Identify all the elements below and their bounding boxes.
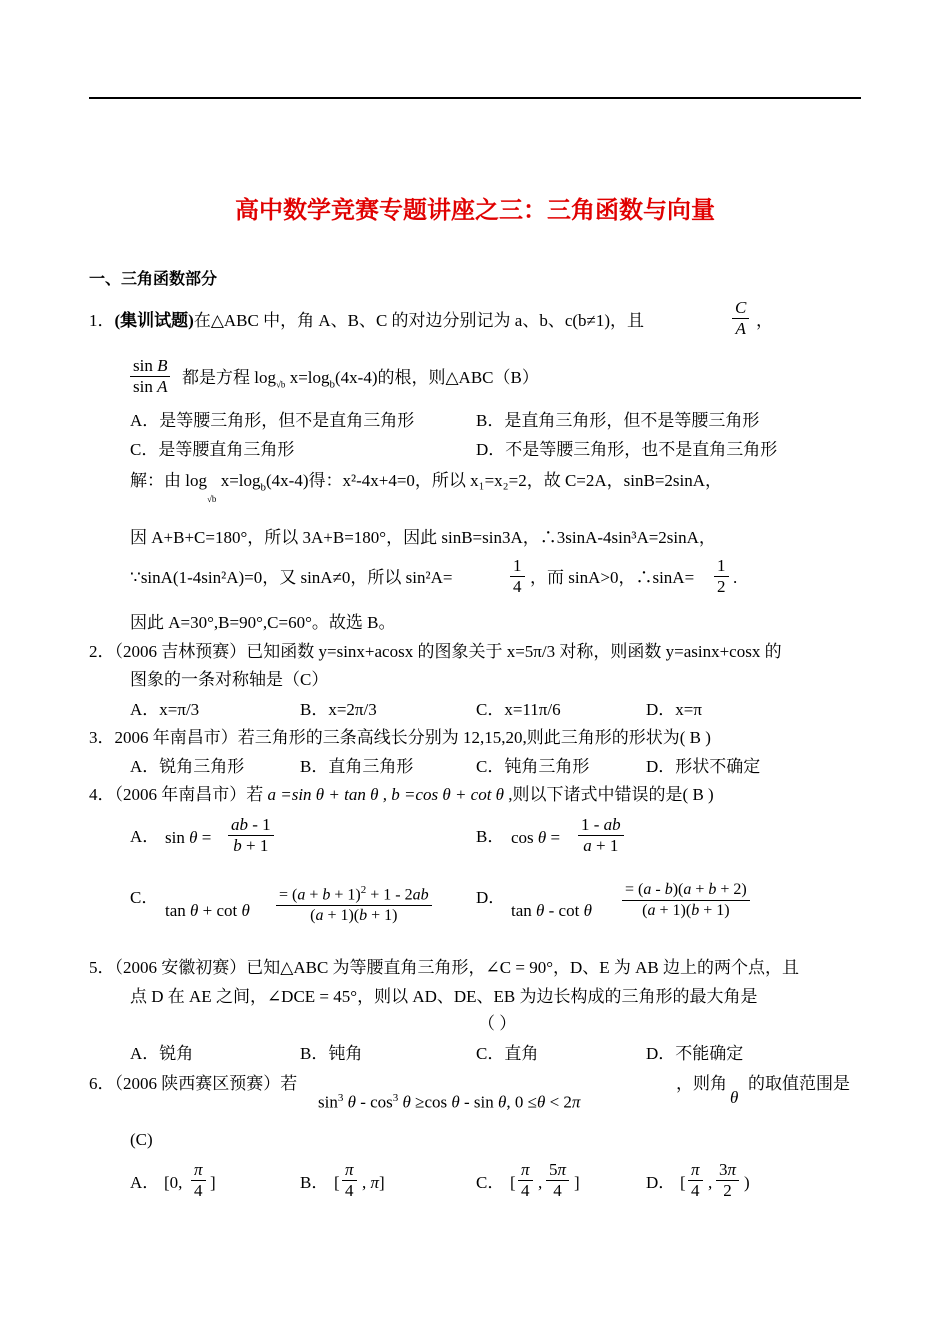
q6-option-c: C．: [476, 1173, 505, 1192]
q3-option-a: A．锐角三角形: [130, 757, 245, 776]
q1-solution-line1: 解：由 $\log_{√b} x=\log_b(4x-4)$得：x²-4x+4=0，所以 x₁=x₂=2，故 C=2A，sinB=2sinA，: [130, 471, 723, 505]
q6-frac-a: $\frac{\pi}{4}$: [191, 1160, 206, 1201]
q6-option-d: D．: [646, 1173, 676, 1192]
q1-frac-sinb-sina: $\frac{\text{sin B}}{\text{sin A}}$: [130, 356, 170, 397]
q4-option-c: C．: [130, 888, 159, 907]
q6-line1: 6．（2006 陕西赛区预赛）若: [89, 1074, 298, 1093]
q1-number: 1．: [89, 311, 115, 330]
q2-option-d: D．x=π: [646, 700, 702, 719]
q6-frac-d1: $\frac{\pi}{4}$: [688, 1160, 703, 1201]
q1-frac-one-quarter: $\frac{1}{4}$: [510, 556, 525, 597]
q3-option-d: D．形状不确定: [646, 757, 761, 776]
q1-frac-one-half: $\frac{1}{2}$: [714, 556, 729, 597]
section-heading: 一、三角函数部分: [89, 269, 218, 288]
q1-option-b: B．是直角三角形，但不是等腰三角形: [476, 411, 760, 430]
q6-frac-b: $\frac{\pi}{4}$: [342, 1160, 357, 1201]
q4-frac-a: $\frac{ab - 1}{b + 1}$: [228, 815, 274, 856]
q4-frac-b: $\frac{1 - ab}{a + 1}$: [578, 815, 624, 856]
q5-line1: 5．（2006 安徽初赛）已知△ABC 为等腰直角三角形，∠C = 90°，D、E 为 AB 边上的两个点，且: [89, 958, 800, 977]
q5-option-a: A．锐角: [130, 1044, 194, 1063]
q3-option-b: B．直角三角形: [300, 757, 414, 776]
q2-line1: 2．（2006 吉林预赛）已知函数 y=sinx+acosx 的图象关于 x=5π/3 对称，则函数 y=asinx+cosx 的: [89, 642, 782, 661]
q5-option-d: D．不能确定: [646, 1044, 744, 1063]
q4-option-a: A．: [130, 827, 160, 846]
q6-frac-c1: $\frac{\pi}{4}$: [518, 1160, 533, 1201]
q1-option-a: A．是等腰三角形，但不是直角三角形: [130, 411, 415, 430]
q5-option-b: B．钝角: [300, 1044, 363, 1063]
q5-answer-paren: （ ）: [478, 1014, 517, 1033]
q6-answer: (C): [130, 1130, 153, 1149]
q1-solution-line4: 因此 A=30°,B=90°,C=60°。故选 B。: [130, 613, 396, 632]
q4-option-d: D．: [476, 888, 506, 907]
page-title: 高中数学竞赛专题讲座之三：三角函数与向量: [235, 196, 715, 224]
q6-frac-c2: $\frac{5\pi}{4}$: [546, 1160, 569, 1201]
q4-line1: 4．（2006 年南昌市）若 a =sin θ + tan θ , b =cos θ + cot θ ,则以下诸式中错误的是( B ): [89, 785, 714, 804]
q2-line2: 图象的一条对称轴是（C）: [130, 670, 329, 689]
q4-frac-d: $\frac{= (a - b)(a + b + 2)}{(a + 1)(b + 1)}$: [622, 880, 750, 921]
q4-condition: a =sin θ + tan θ , b =cos θ + cot θ: [267, 785, 505, 804]
header-rule: [89, 97, 861, 99]
q1-solution-line3: ∵sinA(1-4sin²A)=0，又 sinA≠0，所以 sin²A=: [130, 568, 453, 587]
q1-frac-c-a: $\frac{C}{A}$: [732, 298, 749, 339]
q3-option-c: C．钝角三角形: [476, 757, 590, 776]
q6-option-b: B．: [300, 1173, 329, 1192]
q1-line1: [89, 310, 644, 332]
q6-frac-d2: $\frac{3\pi}{2}$: [716, 1160, 739, 1201]
q1-solution-line2: 因 A+B+C=180°，所以 3A+B=180°，因此 sinB=sin3A，∴3sinA-4sin³A=2sinA，: [130, 528, 716, 547]
q1-source: (集训试题): [114, 311, 194, 330]
q6-option-a: A．: [130, 1173, 160, 1192]
q5-line2: 点 D 在 AE 之间，∠DCE = 45°，则以 AD、DE、EB 为边长构成的三角形的最大角是: [130, 987, 758, 1006]
q3-line1: 3．2006 年南昌市）若三角形的三条高线长分别为 12,15,20,则此三角形的形状为( B ): [89, 728, 711, 747]
q4-frac-c: $\frac{= (a + b + 1)^2 + 1 - 2ab}{(a + 1)(b + 1)}$: [276, 880, 432, 926]
q2-option-c: C．x=11π/6: [476, 700, 561, 719]
q1-line2: 都是方程 $\log_{√b} x=\log_b(4x-4)$的根，则△ABC（B）: [182, 368, 539, 391]
q1-option-d: D．不是等腰三角形，也不是直角三角形: [476, 440, 778, 459]
q6-condition: $\sin^3 \theta - \cos^3 \theta \ge\cos$ θ - sin θ, 0 ≤θ < 2π: [318, 1092, 581, 1112]
q2-option-a: A．x=π/3: [130, 700, 200, 719]
q5-option-c: C．直角: [476, 1044, 539, 1063]
q2-option-b: B．x=2π/3: [300, 700, 377, 719]
q1-text: 在△ABC 中，角 A、B、C 的对边分别记为 a、b、c(b≠1)，且: [193, 311, 645, 330]
q4-option-b: B．: [476, 827, 505, 846]
q1-option-c: C．是等腰直角三角形: [130, 440, 295, 459]
